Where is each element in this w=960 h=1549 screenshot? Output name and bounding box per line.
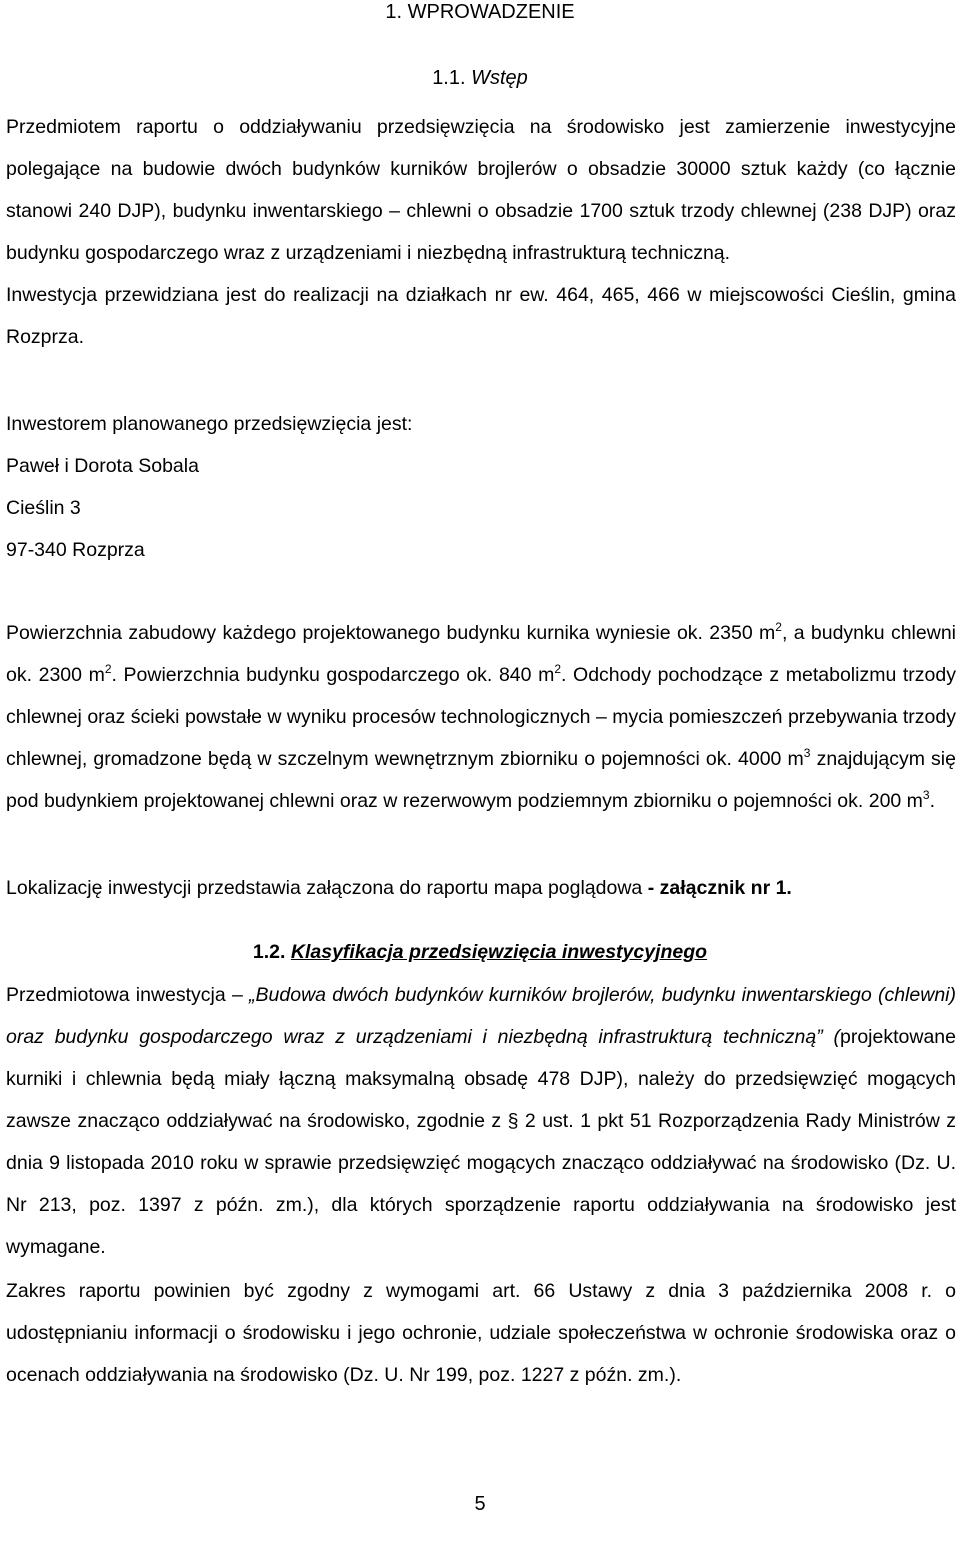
- investor-postal: 97-340 Rozprza: [6, 539, 145, 561]
- section-title: Wstęp: [471, 67, 528, 89]
- area-text-5: znajdującym się pod budynkiem projektowanej chlewni oraz w rezerwowym podziemnym zbiorniku o pojemności ok. 200 m: [6, 748, 956, 812]
- classification-project-title: „Budowa dwóch budynków kurników brojlerów, budynku inwentarskiego (chlewni) oraz budynku gospodarczego wraz z urządzeniami i niezbędną infrastrukturą techniczną” (: [6, 984, 956, 1048]
- area-text-1: Powierzchnia zabudowy każdego projektowanego budynku kurnika wyniesie ok. 2350 m: [6, 622, 776, 644]
- attachment-paragraph: [6, 876, 956, 900]
- area-text-3: . Powierzchnia budynku gospodarczego ok. 840 m: [111, 664, 555, 686]
- location-paragraph: Inwestycja przewidziana jest do realizacji na działkach nr ew. 464, 465, 466 w miejscowości Cieślin, gmina Rozprza.: [6, 284, 956, 348]
- attachment-text: Lokalizację inwestycji przedstawia załączona do raportu mapa poglądowa: [6, 877, 648, 899]
- area-sup-2: 2: [104, 662, 112, 676]
- investor-name: Paweł i Dorota Sobala: [6, 455, 199, 477]
- classification-paragraph: [6, 974, 956, 1268]
- section-heading-intro: [0, 66, 960, 90]
- area-sup-1: 2: [775, 620, 782, 634]
- chapter-heading: 1. WPROWADZENIE: [385, 1, 575, 23]
- area-sup-4: 3: [803, 746, 811, 760]
- investor-street: Cieślin 3: [6, 497, 81, 519]
- section-heading-classification: [0, 940, 960, 964]
- area-paragraph: [6, 612, 956, 822]
- page-number: 5: [474, 1493, 486, 1515]
- section2-number: 1.2.: [252, 941, 286, 963]
- area-text-4: . Odchody pochodzące z metabolizmu trzody chlewnej oraz ścieki powstałe w wyniku procesów technologicznych – mycia pomieszczeń przebywania trzody chlewnej, gromadzone będą w szczelnym wewnętrznym zbiorniku o pojemności ok. 4000 m: [6, 664, 956, 770]
- area-sup-5: 3: [922, 788, 930, 802]
- section2-title: Klasyfikacja przedsięwzięcia inwestycyjnego: [290, 941, 708, 963]
- section-number: 1.1.: [432, 67, 466, 89]
- investor-label: Inwestorem planowanego przedsięwzięcia jest:: [6, 413, 413, 435]
- scope-paragraph: Zakres raportu powinien być zgodny z wymogami art. 66 Ustawy z dnia 3 października 2008 r. o udostępnianiu informacji o środowisku i jego ochronie, udziale społeczeństwa w ochronie środowiska oraz o ocenach oddziaływania na środowisko (Dz. U. Nr 199, poz. 1227 z późn. zm.).: [6, 1280, 956, 1386]
- area-text-2: , a budynku chlewni ok. 2300 m: [6, 622, 956, 686]
- classification-rest: projektowane kurniki i chlewnia będą miały łączną maksymalną obsadę 478 DJP), należy do przedsięwzięć mogących zawsze znacząco oddziaływać na środowisko, zgodnie z § 2 ust. 1 pkt 51 Rozporządzenia Rady Ministrów z dnia 9 listopada 2010 roku w sprawie przedsięwzięć mogących znacząco oddziaływać na środowisko (Dz. U. Nr 213, poz. 1397 z późn. zm.), dla których sporządzenie raportu oddziaływania na środowisko jest wymagane.: [6, 1026, 956, 1258]
- intro-paragraph: Przedmiotem raportu o oddziaływaniu przedsięwzięcia na środowisko jest zamierzenie inwestycyjne polegające na budowie dwóch budynków kurników brojlerów o obsadzie 30000 sztuk każdy (co łącznie stanowi 240 DJP), budynku inwentarskiego – chlewni o obsadzie 1700 sztuk trzody chlewnej (238 DJP) oraz budynku gospodarczego wraz z urządzeniami i niezbędną infrastrukturą techniczną.: [6, 116, 956, 264]
- area-text-6: .: [929, 790, 936, 812]
- attachment-reference: - załącznik nr 1.: [647, 877, 792, 899]
- area-sup-3: 2: [554, 662, 562, 676]
- classification-start: Przedmiotowa inwestycja –: [6, 984, 250, 1006]
